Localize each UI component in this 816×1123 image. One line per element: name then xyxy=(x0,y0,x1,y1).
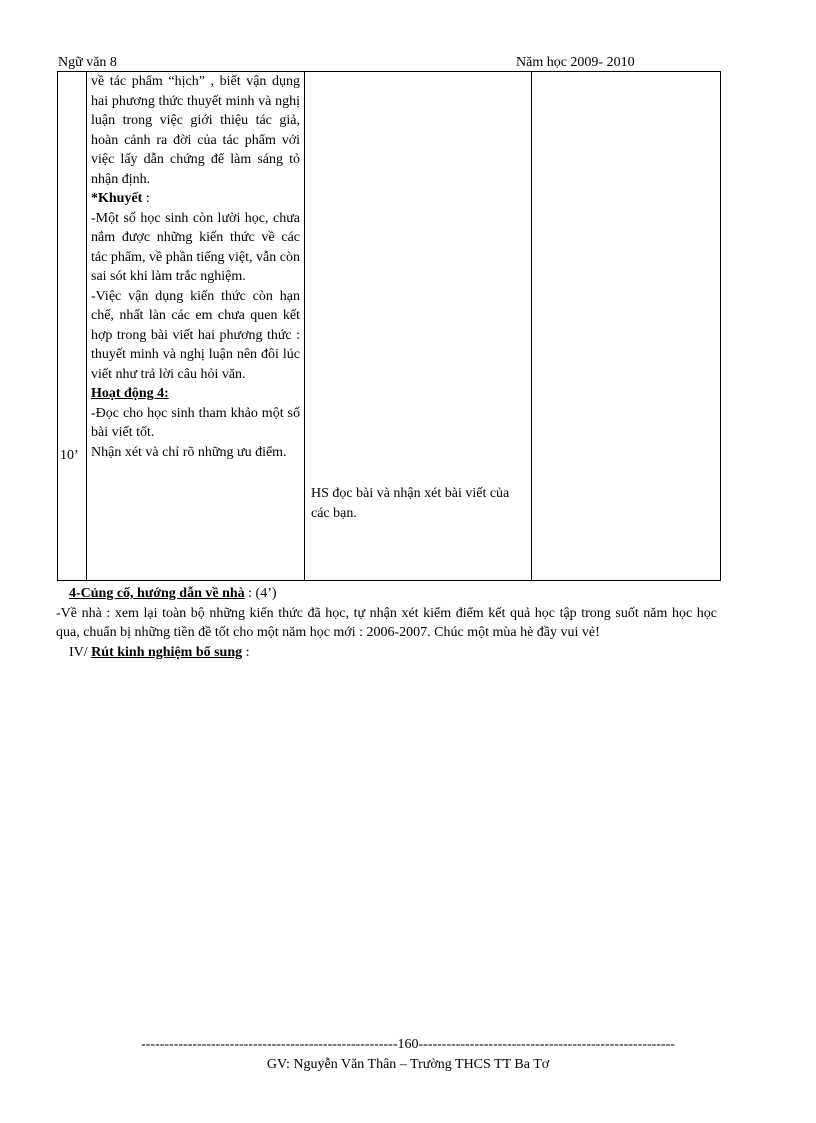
weakness-item-1: -Một số học sinh còn lười học, chưa nắm được những kiến thức về các tác phẩm, về phần tiếng việt, vẫn còn sai sót khi làm trắc nghiệm. xyxy=(91,210,300,284)
time-label: 10’ xyxy=(60,448,79,463)
header-subject: Ngữ văn 8 xyxy=(58,55,117,70)
review-colon: : xyxy=(242,644,250,660)
consolidation-section xyxy=(57,584,717,662)
weakness-item-2: -Việc vận dụng kiến thức còn hạn chế, nhất làn các em chưa quen kết hợp trong bài viết hai phương thức : thuyết minh và nghị luận nên đôi lúc viết như trả lời câu hỏi văn. xyxy=(91,288,300,382)
consolidation-time: : (4’) xyxy=(244,586,277,601)
weakness-colon: : xyxy=(142,191,150,206)
teacher-activity-cell xyxy=(87,72,305,581)
activity-item-2: Nhận xét và chỉ rõ những ưu điểm. xyxy=(91,444,287,460)
activity-heading: Hoạt động 4: xyxy=(91,386,169,401)
consolidation-body: -Về nhà : xem lại toàn bộ những kiến thức đã học, tự nhận xét kiểm điểm kết quả học tập trong suốt năm học học qua, chuẩn bị những tiền đề tốt cho một năm học mới : 2006-2007. Chúc một mùa hè đầy vui vẻ! xyxy=(56,605,717,640)
footer-page-line: -------------------------------------------------------160------------------------------------------------------- xyxy=(141,1037,675,1052)
review-prefix: IV/ xyxy=(69,644,92,660)
student-activity-cell xyxy=(305,72,532,581)
teacher-intro: về tác phẩm “hịch” , biết vận dụng hai phương thức thuyết minh và nghị luận trong việc giới thiệu tác giả, hoàn cảnh ra đời của tác phẩm với việc lấy dẫn chứng để làm sáng tỏ nhận định. xyxy=(91,74,300,187)
header-school-year: Năm học 2009- 2010 xyxy=(516,55,635,70)
weakness-heading: *Khuyết xyxy=(91,191,143,206)
footer-author: GV: Nguyễn Văn Thân – Trường THCS TT Ba Tơ xyxy=(266,1057,550,1072)
consolidation-heading-line xyxy=(57,584,717,604)
consolidation-heading: 4-Củng cố, hướng dẫn về nhà xyxy=(69,586,245,601)
weakness-line xyxy=(91,189,300,209)
time-cell xyxy=(58,72,87,581)
lesson-table xyxy=(57,71,721,581)
review-heading: Rút kinh nghiệm bổ sung xyxy=(91,644,243,660)
activity-item-1: -Đọc cho học sinh tham khảo một số bài viết tốt. xyxy=(91,405,300,440)
student-activity-text: HS đọc bài và nhận xét bài viết của các bạn. xyxy=(311,486,510,521)
table-row xyxy=(58,72,721,581)
notes-cell xyxy=(532,72,721,581)
review-heading-line xyxy=(57,643,717,663)
